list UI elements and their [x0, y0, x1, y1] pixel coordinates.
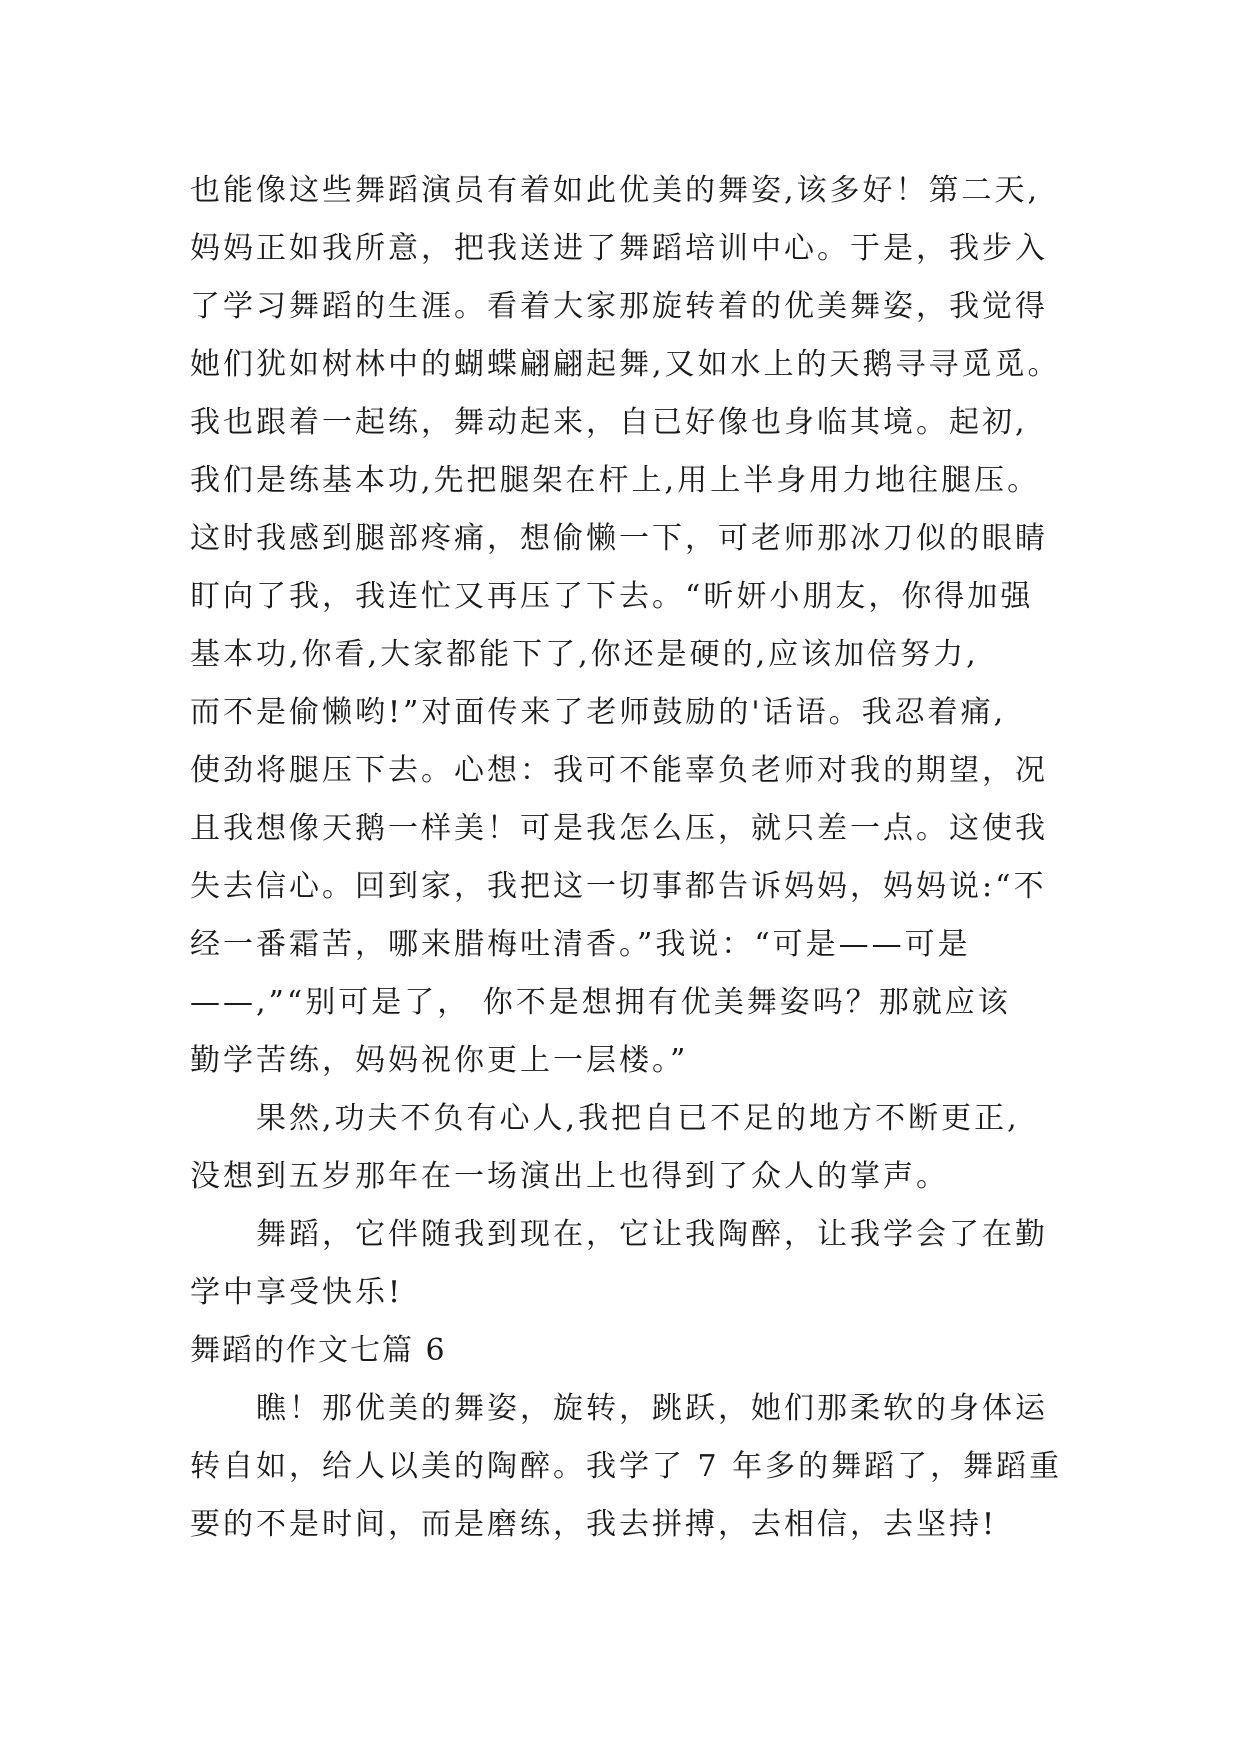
text-line: 基本功,你看,大家都能下了,你还是硬的,应该加倍努力, [190, 637, 979, 672]
text-line: 了学习舞蹈的生涯。看着大家那旋转着的优美舞姿，我觉得 [190, 289, 1048, 324]
document-body [190, 162, 1090, 1554]
section-title: 舞蹈的作文七篇 6 [190, 1333, 447, 1368]
paragraph-first-line: 果然,功夫不负有心人,我把自已不足的地方不断更正, [256, 1101, 1020, 1136]
text-line: 我们是练基本功,先把腿架在杆上,用上半身用力地往腿压。 [190, 463, 1041, 498]
text-line: 盯向了我，我连忙又再压了下去。“昕妍小朋友，你得加强 [190, 579, 1034, 614]
text-line: 学中享受快乐! [190, 1275, 404, 1310]
text-line: 要的不是时间，而是磨练，我去拼搏，去相信，去坚持! [190, 1507, 998, 1542]
text-line: 我也跟着一起练，舞动起来，自已好像也身临其境。起初, [190, 405, 1028, 440]
text-line: 使劲将腿压下去。心想：我可不能辜负老师对我的期望，况 [190, 753, 1048, 788]
text-line: 这时我感到腿部疼痛，想偷懒一下，可老师那冰刀似的眼睛 [190, 521, 1048, 556]
text-line: 也能像这些舞蹈演员有着如此优美的舞姿,该多好！第二天, [190, 173, 1041, 208]
text-line: 经一番霜苦，哪来腊梅吐清香。”我说：“可是——可是 [190, 927, 971, 962]
text-line: 失去信心。回到家，我把这一切事都告诉妈妈，妈妈说:“不 [190, 869, 1047, 904]
text-line: 没想到五岁那年在一场演出上也得到了众人的掌声。 [190, 1159, 949, 1194]
paragraph-first-line: 瞧！那优美的舞姿，旋转，跳跃，她们那柔软的身体运 [256, 1391, 1048, 1426]
text-line: 且我想像天鹅一样美！可是我怎么压，就只差一点。这使我 [190, 811, 1048, 846]
text-line: 妈妈正如我所意，把我送进了舞蹈培训中心。于是，我步入 [190, 231, 1048, 266]
paragraph-first-line: 舞蹈，它伴随我到现在，它让我陶醉，让我学会了在勤 [256, 1217, 1048, 1252]
text-line: 而不是偷懒哟!”对面传来了老师鼓励的'话语。我忍着痛, [190, 695, 1007, 730]
text-line: ——,”“别可是了， 你不是想拥有优美舞姿吗？那就应该 [190, 985, 1011, 1020]
text-line: 她们犹如树林中的蝴蝶翩翩起舞,又如水上的天鹅寻寻觅觅。 [190, 347, 1061, 382]
text-line: 转自如，给人以美的陶醉。我学了 7 年多的舞蹈了，舞蹈重 [190, 1449, 1063, 1484]
text-line: 勤学苦练，妈妈祝你更上一层楼。” [190, 1043, 689, 1078]
